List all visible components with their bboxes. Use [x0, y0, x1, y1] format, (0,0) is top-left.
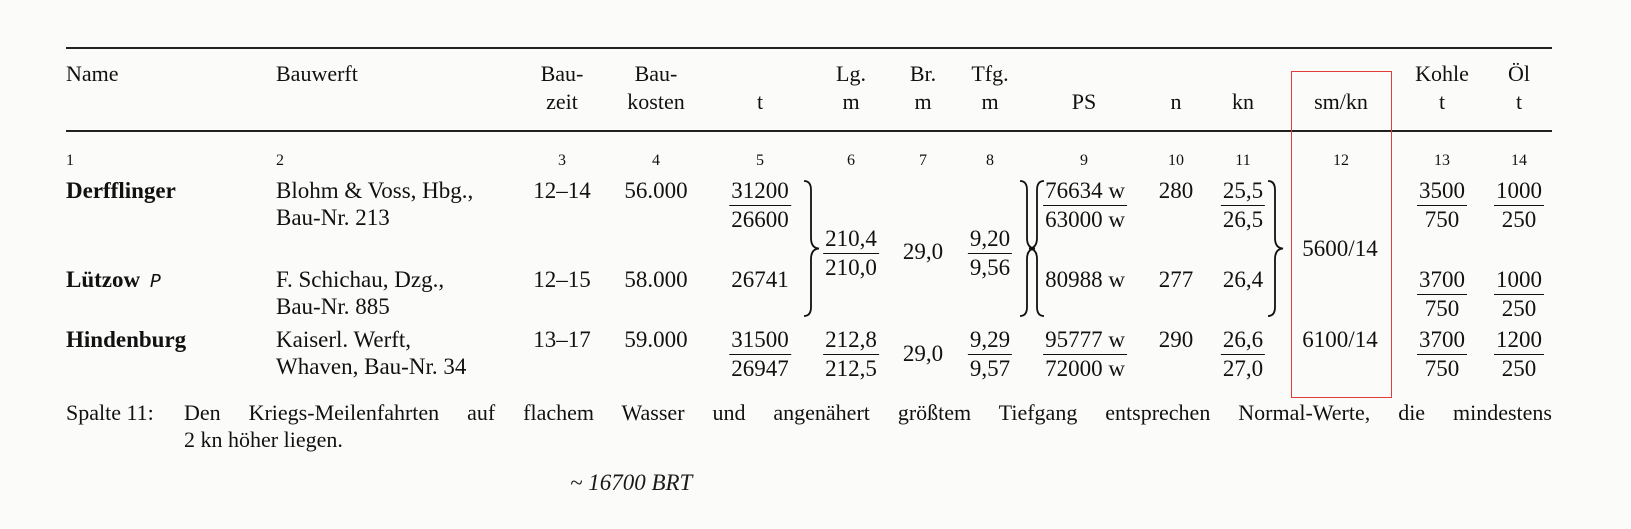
header-lg-2: m — [842, 89, 860, 114]
length-top: 212,8 — [823, 328, 879, 355]
header-br-2: m — [914, 89, 932, 114]
coal-fraction — [1417, 179, 1467, 231]
beam-value: 29,0 — [902, 341, 944, 366]
ship-name-luetzow — [66, 268, 161, 291]
header-oel-1: Öl — [1508, 61, 1530, 86]
coal-fraction — [1417, 328, 1467, 380]
tonnage-value: 26741 — [731, 267, 789, 292]
speed-bottom: 27,0 — [1222, 356, 1264, 381]
shared-draught-top: 9,20 — [968, 227, 1012, 254]
column-number-7: 7 — [919, 152, 927, 169]
speed-fraction — [1221, 328, 1265, 380]
column-number-6: 6 — [847, 152, 855, 169]
rpm-value: 277 — [1158, 267, 1194, 292]
shared-range: 5600/14 — [1302, 236, 1378, 261]
speed-top: 25,5 — [1221, 179, 1265, 206]
shared-draught-fraction — [968, 227, 1012, 279]
tonnage-fraction — [729, 179, 791, 231]
build-cost: 59.000 — [624, 327, 688, 352]
range-value: 6100/14 — [1302, 327, 1378, 352]
shared-draught-bottom: 9,56 — [969, 255, 1011, 280]
header-bauwerft: Bauwerft — [276, 61, 358, 86]
shipyard-line-1: Blohm & Voss, Hbg., — [276, 178, 474, 203]
power-fraction — [1043, 328, 1127, 380]
power-bottom: 63000 w — [1045, 207, 1125, 232]
shared-length-bottom: 210,0 — [825, 255, 877, 280]
column-number-11: 11 — [1235, 152, 1251, 169]
ship-name-derfflinger: Derfflinger — [66, 178, 176, 203]
oil-bottom: 250 — [1501, 207, 1537, 232]
header-kohle-2: t — [1438, 89, 1446, 114]
header-bauzeit-1: Bau- — [540, 61, 584, 86]
header-name: Name — [66, 61, 119, 86]
footnote-line-1: Den Kriegs-Meilenfahrten auf flachem Wasser und angenähert größtem Tiefgang entsprechen Normal-Werte, die mindestens — [184, 400, 1552, 425]
shipyard-line-1: Kaiserl. Werft, — [276, 327, 412, 352]
table-top-rule — [66, 47, 1552, 49]
rpm-value: 290 — [1158, 327, 1194, 352]
oil-top: 1000 — [1494, 179, 1544, 206]
oil-fraction — [1494, 328, 1544, 380]
shipyard-line-2: Bau-Nr. 213 — [276, 205, 390, 230]
draught-bottom: 9,57 — [969, 356, 1011, 381]
draught-top: 9,29 — [968, 328, 1012, 355]
draught-fraction — [968, 328, 1012, 380]
header-oel-2: t — [1515, 89, 1523, 114]
build-cost: 56.000 — [624, 178, 688, 203]
power-fraction — [1043, 179, 1127, 231]
sunk-mark: 𝘗 — [149, 271, 161, 292]
shipyard-line-2: Bau-Nr. 885 — [276, 294, 390, 319]
ship-name-text: Lützow — [66, 267, 141, 292]
header-baukosten-1: Bau- — [634, 61, 678, 86]
column-number-2: 2 — [276, 152, 284, 169]
header-n: n — [1170, 89, 1182, 114]
build-time: 13–17 — [533, 327, 591, 352]
oil-bottom: 250 — [1501, 356, 1537, 381]
brace-tonnage-right — [802, 180, 824, 317]
length-bottom: 212,5 — [825, 356, 877, 381]
footnote-label: Spalte 11: — [66, 400, 154, 425]
power-bottom: 72000 w — [1045, 356, 1125, 381]
oil-fraction — [1494, 268, 1544, 320]
shared-length-fraction — [823, 227, 879, 279]
power-top: 76634 w — [1043, 179, 1127, 206]
header-ps: PS — [1071, 89, 1097, 114]
column-number-4: 4 — [652, 152, 660, 169]
oil-bottom: 250 — [1501, 296, 1537, 321]
tonnage-top: 31200 — [729, 179, 791, 206]
header-smkn: sm/kn — [1314, 89, 1368, 114]
column-number-13: 13 — [1434, 152, 1450, 169]
header-br-1: Br. — [909, 61, 937, 86]
header-tfg-1: Tfg. — [971, 61, 1009, 86]
ship-name-hindenburg: Hindenburg — [66, 327, 187, 352]
tonnage-fraction — [729, 328, 791, 380]
header-lg-1: Lg. — [836, 61, 866, 86]
column-number-1: 1 — [66, 152, 74, 169]
speed-bottom: 26,5 — [1222, 207, 1264, 232]
tonnage-bottom: 26947 — [731, 356, 789, 381]
shipyard-line-2: Whaven, Bau-Nr. 34 — [276, 354, 467, 379]
header-kn: kn — [1232, 89, 1254, 114]
coal-top: 3700 — [1417, 268, 1467, 295]
length-fraction — [823, 328, 879, 380]
header-kohle-1: Kohle — [1415, 61, 1469, 86]
shipyard-line-1: F. Schichau, Dzg., — [276, 267, 445, 292]
coal-top: 3500 — [1417, 179, 1467, 206]
speed-top: 26,6 — [1221, 328, 1265, 355]
oil-top: 1000 — [1494, 268, 1544, 295]
build-time: 12–15 — [533, 267, 591, 292]
brace-power-left — [1024, 180, 1046, 317]
column-number-12: 12 — [1333, 152, 1349, 169]
coal-bottom: 750 — [1424, 356, 1460, 381]
column-number-9: 9 — [1080, 152, 1088, 169]
footnote-line-2: 2 kn höher liegen. — [184, 427, 343, 452]
speed-fraction — [1221, 179, 1265, 231]
column-number-14: 14 — [1511, 152, 1527, 169]
handwritten-note: ~ 16700 BRT — [570, 470, 693, 495]
header-baukosten-2: kosten — [627, 89, 685, 114]
shared-beam: 29,0 — [902, 239, 944, 264]
build-time: 12–14 — [533, 178, 591, 203]
coal-bottom: 750 — [1424, 207, 1460, 232]
header-t: t — [756, 89, 764, 114]
tonnage-bottom: 26600 — [731, 207, 789, 232]
column-number-10: 10 — [1168, 152, 1184, 169]
coal-bottom: 750 — [1424, 296, 1460, 321]
column-number-8: 8 — [986, 152, 994, 169]
power-top: 95777 w — [1043, 328, 1127, 355]
coal-fraction — [1417, 268, 1467, 320]
coal-top: 3700 — [1417, 328, 1467, 355]
speed-value: 26,4 — [1222, 267, 1264, 292]
power-value: 80988 w — [1045, 267, 1125, 292]
column-number-3: 3 — [558, 152, 566, 169]
brace-speed-right — [1266, 180, 1288, 317]
tonnage-top: 31500 — [729, 328, 791, 355]
oil-fraction — [1494, 179, 1544, 231]
column-number-5: 5 — [756, 152, 764, 169]
shared-length-top: 210,4 — [823, 227, 879, 254]
rpm-value: 280 — [1158, 178, 1194, 203]
oil-top: 1200 — [1494, 328, 1544, 355]
header-bauzeit-2: zeit — [546, 89, 578, 114]
build-cost: 58.000 — [624, 267, 688, 292]
header-tfg-2: m — [981, 89, 999, 114]
